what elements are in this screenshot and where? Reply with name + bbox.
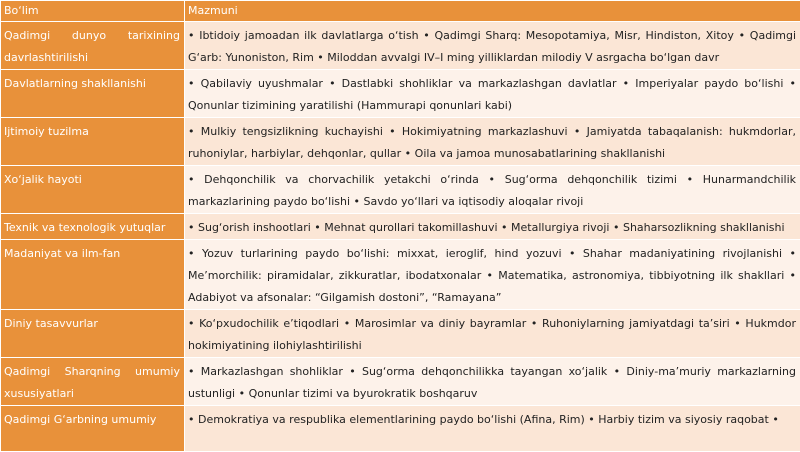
section-cell: Davlatlarning shakllanishi bbox=[1, 70, 185, 118]
table-row bbox=[1, 358, 800, 406]
content-cell: • Dehqonchilik va chorvachilik yetakchi o‘rinda • Sug‘orma dehqonchilik tizimi • Hunarmandchilik markazlarining paydo bo‘lishi • Savdo yo‘llari va iqtisodiy aloqalar rivoji bbox=[185, 166, 800, 214]
content-cell: • Qabilaviy uyushmalar • Dastlabki shohliklar va markazlashgan davlatlar • Imperiyalar paydo bo‘lishi • Qonunlar tizimining yaratilishi (Hammurapi qonunlari kabi) bbox=[185, 70, 800, 118]
content-cell: • Ibtidoiy jamoadan ilk davlatlarga o‘tish • Qadimgi Sharq: Mesopotamiya, Misr, Hindiston, Xitoy • Qadimgi G‘arb: Yunoniston, Rim • Miloddan avvalgi IV–I ming yilliklardan milodiy V asrgacha bo‘lgan davr bbox=[185, 22, 800, 70]
table-row bbox=[1, 310, 800, 358]
content-cell: • Yozuv turlarining paydo bo‘lishi: mixxat, ieroglif, hind yozuvi • Shahar madaniyatining rivojlanishi • Me’morchilik: piramidalar, zikkuratlar, ibodatxonalar • Matematika, astronomiya, tibbiyotning ilk shakllari • Adabiyot va afsonalar: “Gilgamish dostoni”, “Ramayana” bbox=[185, 240, 800, 310]
section-cell: Madaniyat va ilm-fan bbox=[1, 240, 185, 310]
table-row bbox=[1, 166, 800, 214]
section-cell: Qadimgi dunyo tarixining davrlashtirilishi bbox=[1, 22, 185, 70]
table-row bbox=[1, 118, 800, 166]
section-cell: Ijtimoiy tuzilma bbox=[1, 118, 185, 166]
content-cell: • Markazlashgan shohliklar • Sug‘orma dehqonchilikka tayangan xo‘jalik • Diniy-ma’muriy markazlarning ustunligi • Qonunlar tizimi va byurokratik boshqaruv bbox=[185, 358, 800, 406]
section-cell: Texnik va texnologik yutuqlar bbox=[1, 214, 185, 240]
header-section: Bo‘lim bbox=[1, 1, 185, 22]
content-cell: • Demokratiya va respublika elementlarining paydo bo‘lishi (Afina, Rim) • Harbiy tizim va siyosiy raqobat • bbox=[185, 406, 800, 452]
content-cell: • Ko‘pxudochilik e’tiqodlari • Marosimlar va diniy bayramlar • Ruhoniylarning jamiyatdagi ta’siri • Hukmdor hokimiyatining ilohiylashtirilishi bbox=[185, 310, 800, 358]
content-cell: • Sug‘orish inshootlari • Mehnat qurollari takomillashuvi • Metallurgiya rivoji • Shaharsozlikning shakllanishi bbox=[185, 214, 800, 240]
table-row bbox=[1, 214, 800, 240]
table-row bbox=[1, 22, 800, 70]
section-cell: Qadimgi G‘arbning umumiy bbox=[1, 406, 185, 452]
header-content: Mazmuni bbox=[185, 1, 800, 22]
table-row bbox=[1, 406, 800, 452]
table-row bbox=[1, 70, 800, 118]
table-row bbox=[1, 240, 800, 310]
section-cell: Diniy tasavvurlar bbox=[1, 310, 185, 358]
section-cell: Xo‘jalik hayoti bbox=[1, 166, 185, 214]
content-cell: • Mulkiy tengsizlikning kuchayishi • Hokimiyatning markazlashuvi • Jamiyatda tabaqalanish: hukmdorlar, ruhoniylar, harbiylar, dehqonlar, qullar • Oila va jamoa munosabatlarining shakllanishi bbox=[185, 118, 800, 166]
section-cell: Qadimgi Sharqning umumiy xususiyatlari bbox=[1, 358, 185, 406]
header-row bbox=[1, 1, 800, 22]
